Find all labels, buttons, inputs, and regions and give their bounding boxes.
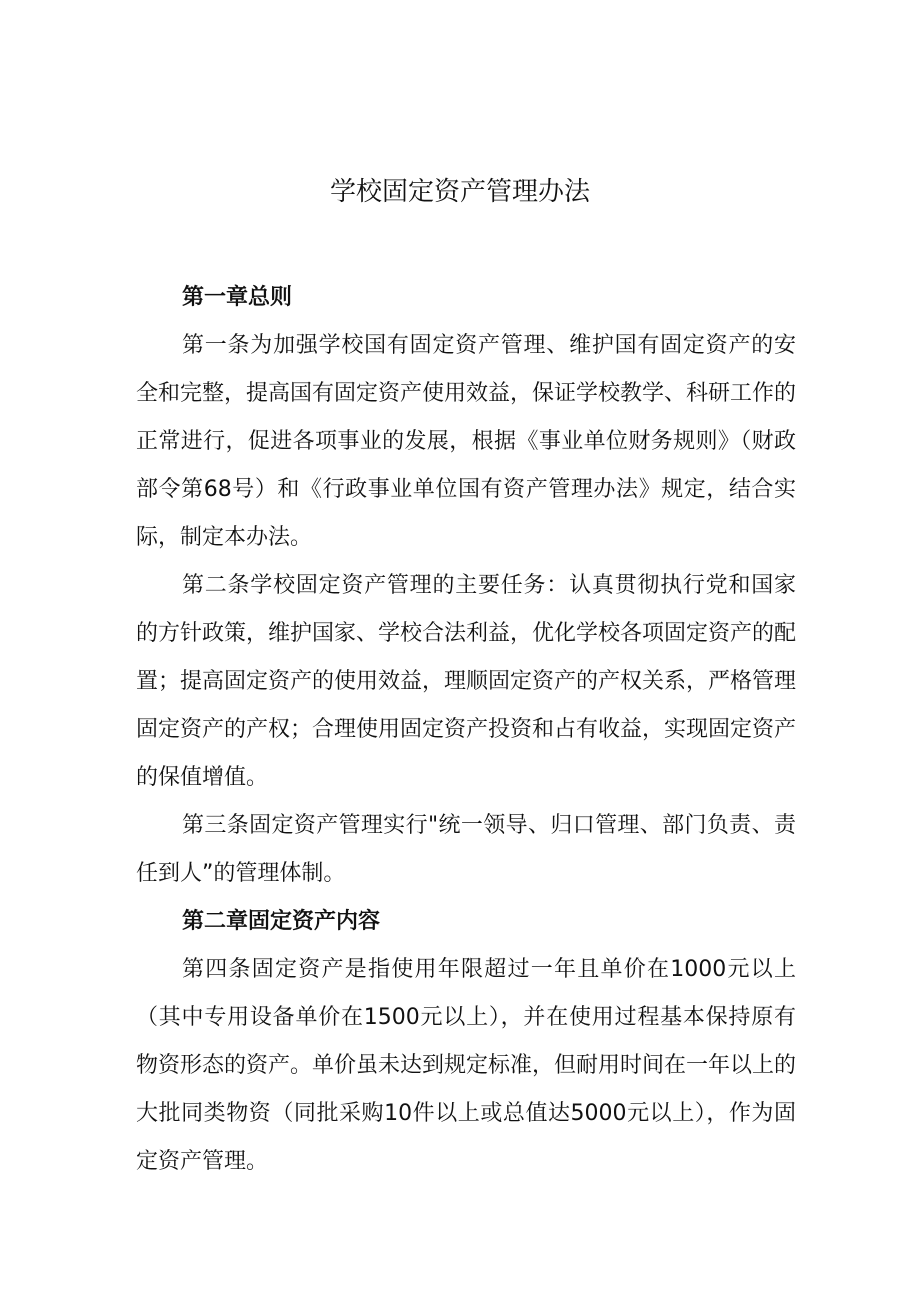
chapter-heading: 第二章固定资产内容 — [182, 909, 381, 934]
article-paragraph: 第一条为加强学校国有固定资产管理、维护国有固定资产的安全和完整，提高国有固定资产使用效益，保证学校教学、科研工作的正常进行，促进各项事业的发展，根据《事业单位财务规则》（财政部令第68号）和《行政事业单位国有资产管理办法》规定，结合实际，制定本办法。 — [136, 333, 797, 550]
chapter-heading: 第一章总则 — [182, 285, 293, 310]
document-title: 学校固定资产管理办法 — [329, 177, 590, 207]
article-paragraph: 第三条固定资产管理实行"统一领导、归口管理、部门负责、责任到人”的管理体制。 — [136, 813, 796, 886]
article-paragraph: 第四条固定资产是指使用年限超过一年且单价在1000元以上（其中专用设备单价在1500元以上），并在使用过程基本保持原有物资形态的资产。单价虽未达到规定标准，但耐用时间在一年以上的大批同类物资（同批采购10件以上或总值达5000元以上），作为固定资产管理。 — [136, 957, 797, 1174]
article-paragraph: 第二条学校固定资产管理的主要任务：认真贯彻执行党和国家的方针政策，维护国家、学校合法利益，优化学校各项固定资产的配置；提高固定资产的使用效益，理顺固定资产的产权关系，严格管理固定资产的产权；合理使用固定资产投资和占有收益，实现固定资产的保值增值。 — [136, 573, 797, 790]
document-body — [136, 274, 796, 1186]
